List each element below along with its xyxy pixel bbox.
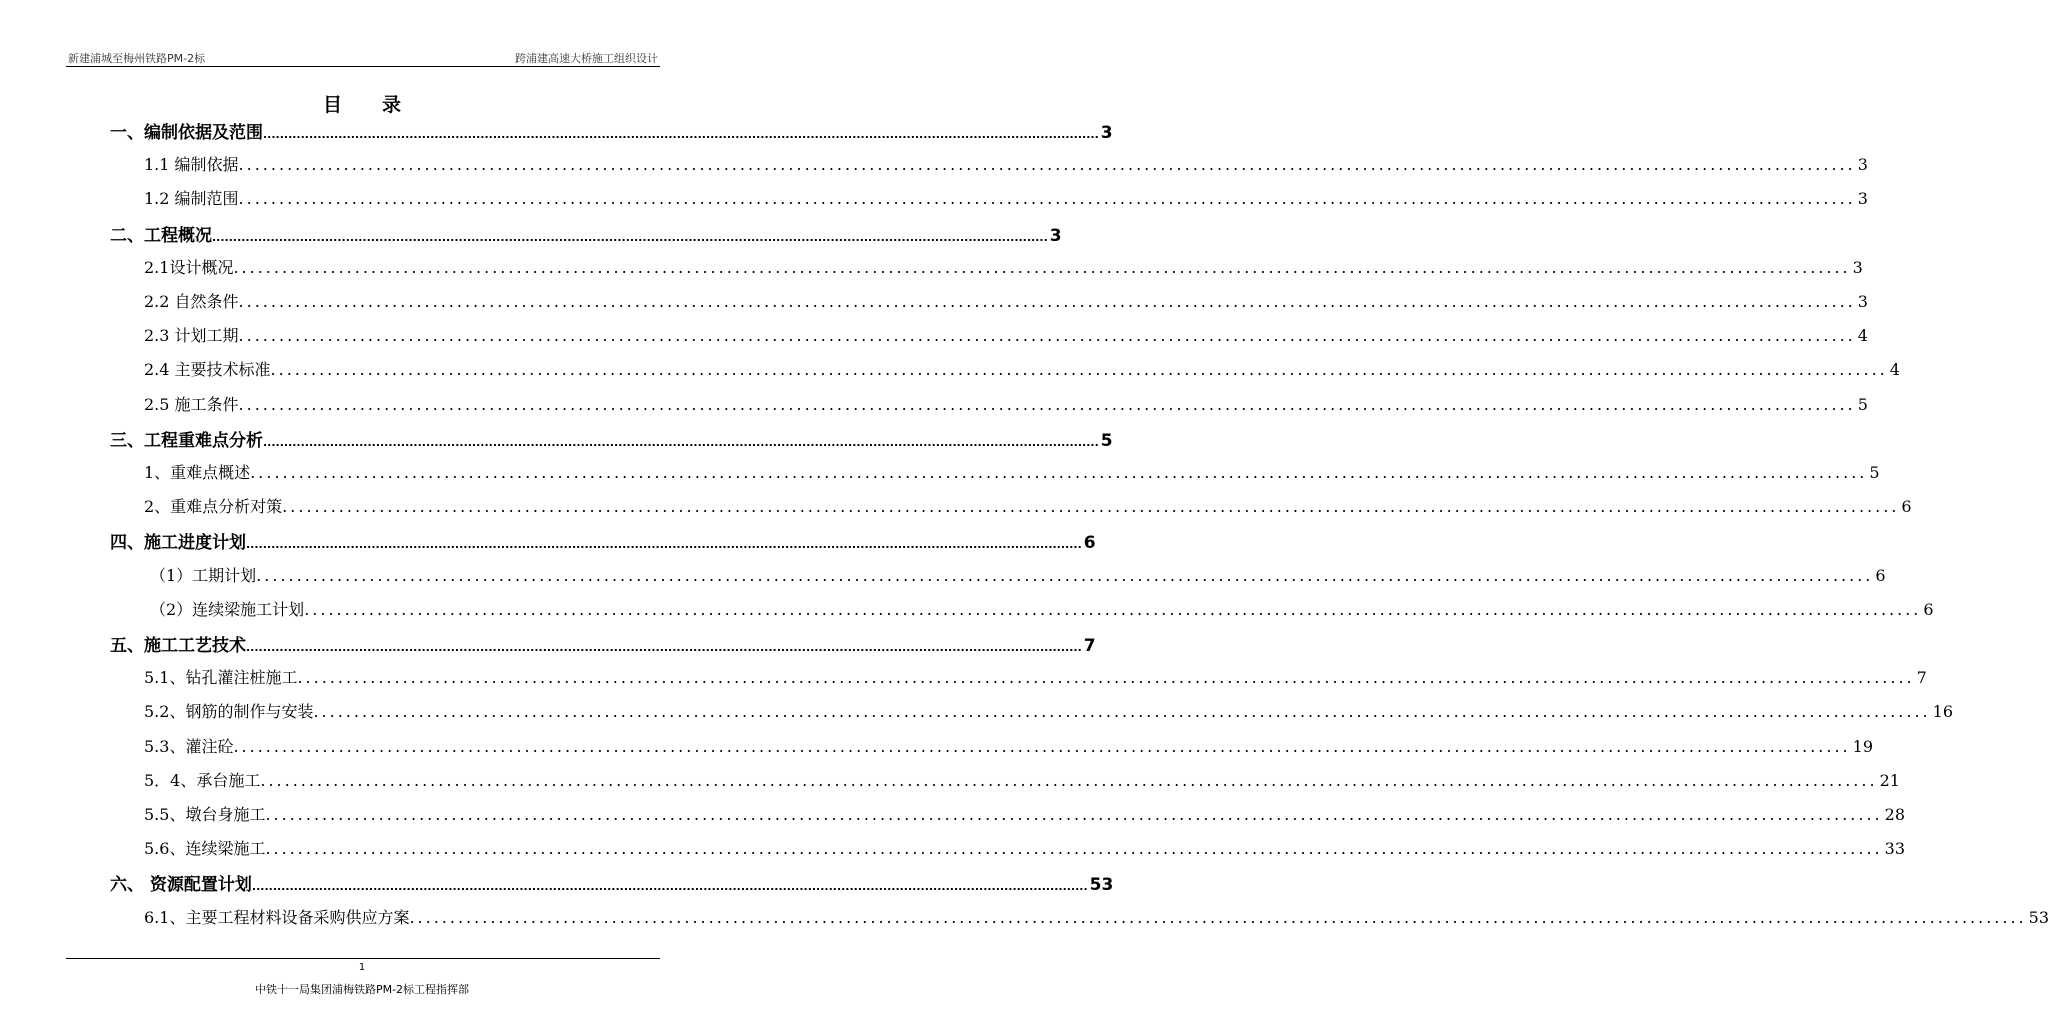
toc-leader-dots: ........................................................................................................................................................................................................ (313, 702, 1931, 722)
toc-chapter-entry[interactable] (110, 426, 1113, 451)
toc-entry-label: 5.6、连续梁施工 (144, 839, 266, 859)
toc-leader-dots: ........................................................................................................................................................................................................ (251, 880, 1088, 894)
toc-section-entry[interactable] (144, 323, 1868, 346)
toc-entry-page: 4 (1857, 326, 1868, 346)
toc-entry-page: 4 (1889, 360, 1900, 380)
toc-entry-label: 5.5、墩台身施工 (144, 805, 266, 824)
toc-leader-dots: ........................................................................................................................................................................................................ (304, 599, 1922, 619)
toc-entry-page: 3 (1857, 155, 1868, 175)
toc-section-entry[interactable] (144, 494, 1912, 517)
toc-section-entry[interactable] (150, 563, 1886, 586)
toc-leader-dots: ........................................................................................................................................................................................................ (233, 257, 1851, 277)
footer-page-number: 1 (358, 962, 366, 973)
toc-entry-label: 2.1设计概况 (144, 257, 234, 277)
toc-leader-dots: ........................................................................................................................................................................................................ (238, 394, 1856, 414)
toc-section-entry[interactable] (144, 392, 1868, 415)
toc-leader-dots: ........................................................................................................................................................................................................ (270, 360, 1888, 380)
toc-entry-label: 五、施工工艺技术 (110, 636, 246, 656)
toc-entry-label: 2.3 计划工期 (144, 326, 239, 346)
toc-entry-label: （2）连续梁施工计划 (150, 599, 305, 619)
toc-entry-page: 21 (1879, 770, 1900, 790)
toc-leader-dots: ........................................................................................................................................................................................................ (282, 497, 1900, 517)
toc-entry-page: 6 (1083, 533, 1096, 554)
toc-leader-dots: ........................................................................................................................................................................................................ (246, 641, 1082, 654)
toc-leader-dots: ........................................................................................................................................................................................................ (246, 538, 1082, 552)
toc-section-entry[interactable] (144, 802, 1905, 825)
toc-entry-page: 3 (1049, 225, 1062, 246)
toc-entry-label: 5.2、钢筋的制作与安装 (144, 702, 314, 722)
page-header (66, 48, 660, 67)
toc-chapter-entry[interactable] (110, 118, 1113, 143)
toc-leader-dots: ........................................................................................................................................................................................................ (256, 565, 1874, 585)
toc-entry-page: 33 (1884, 839, 1905, 859)
toc-entry-label: 一、编制依据及范围 (110, 123, 263, 143)
toc-leader-dots: ........................................................................................................................................................................................................ (265, 805, 1883, 824)
toc-section-entry[interactable] (144, 768, 1900, 791)
toc-leader-dots: ........................................................................................................................................................................................................ (250, 463, 1868, 482)
toc-entry-page: 19 (1852, 736, 1873, 756)
toc-entry-label: 四、施工进度计划 (110, 533, 246, 554)
toc-entry-label: 2.4 主要技术标准 (144, 360, 271, 380)
toc-entry-page: 6 (1875, 565, 1886, 585)
toc-section-entry[interactable] (144, 665, 1927, 688)
toc-entry-page: 5 (1857, 394, 1868, 414)
toc-entry-label: 2.2 自然条件 (144, 292, 239, 311)
toc-entry-page: 53 (1089, 875, 1114, 896)
toc-entry-page: 3 (1857, 292, 1868, 311)
toc-entry-label: 5.1、钻孔灌注桩施工 (144, 668, 298, 688)
toc-entry-label: 1、重难点概述 (144, 463, 251, 482)
toc-leader-dots: ........................................................................................................................................................................................................ (409, 907, 2027, 927)
toc-title: 目录 (322, 94, 441, 116)
toc-entry-page: 6 (1923, 599, 1934, 619)
toc-entry-label: 6.1、主要工程材料设备采购供应方案 (144, 907, 410, 927)
toc-section-entry[interactable] (144, 699, 1953, 722)
toc-entry-label: 2.5 施工条件 (144, 394, 239, 414)
toc-leader-dots: ........................................................................................................................................................................................................ (238, 326, 1856, 346)
toc-entry-label: 二、工程概况 (110, 225, 212, 246)
toc-entry-label: 1.2 编制范围 (144, 189, 239, 209)
toc-entry-label: 1.1 编制依据 (144, 155, 239, 175)
toc-section-entry[interactable] (144, 255, 1863, 278)
toc-leader-dots: ........................................................................................................................................................................................................ (265, 839, 1883, 859)
toc-chapter-entry[interactable] (110, 870, 1114, 896)
toc-section-entry[interactable] (144, 734, 1873, 757)
toc-section-entry[interactable] (150, 597, 1934, 620)
toc-entry-label: 六、 资源配置计划 (110, 875, 252, 896)
toc-section-entry[interactable] (144, 836, 1905, 859)
footer-organization: 中铁十一局集团浦梅铁路PM-2标工程指挥部 (254, 983, 470, 996)
toc-entry-label: 5．4、承台施工 (144, 770, 261, 790)
toc-entry-page: 7 (1083, 636, 1096, 656)
toc-entry-page: 53 (2028, 907, 2049, 927)
toc-entry-page: 3 (1857, 189, 1868, 209)
toc-section-entry[interactable] (144, 460, 1880, 483)
toc-entry-page: 7 (1916, 668, 1927, 688)
toc-entry-page: 3 (1100, 123, 1113, 143)
toc-section-entry[interactable] (144, 289, 1868, 312)
toc-section-entry[interactable] (144, 186, 1868, 209)
toc-chapter-entry[interactable] (110, 631, 1096, 656)
toc-entry-page: 16 (1932, 702, 1953, 722)
toc-leader-dots: ........................................................................................................................................................................................................ (263, 128, 1099, 141)
toc-section-entry[interactable] (144, 152, 1868, 175)
toc-section-entry[interactable] (144, 357, 1900, 380)
toc-leader-dots: ........................................................................................................................................................................................................ (297, 668, 1915, 688)
header-project-name: 新建浦城至梅州铁路PM-2标 (68, 52, 206, 65)
toc-entry-page: 5 (1100, 430, 1113, 451)
toc-leader-dots: ........................................................................................................................................................................................................ (233, 736, 1851, 756)
toc-chapter-entry[interactable] (110, 221, 1062, 246)
toc-leader-dots: ........................................................................................................................................................................................................ (260, 770, 1878, 790)
toc-entry-label: 三、工程重难点分析 (110, 430, 263, 451)
toc-entry-page: 3 (1852, 257, 1863, 277)
toc-leader-dots: ........................................................................................................................................................................................................ (238, 292, 1856, 311)
toc-entry-label: 2、重难点分析对策 (144, 497, 283, 517)
toc-leader-dots: ........................................................................................................................................................................................................ (263, 435, 1099, 449)
toc-entry-page: 6 (1901, 497, 1912, 517)
toc-leader-dots: ........................................................................................................................................................................................................ (212, 230, 1048, 244)
toc-chapter-entry[interactable] (110, 528, 1096, 554)
toc-entry-page: 5 (1869, 463, 1880, 482)
toc-leader-dots: ........................................................................................................................................................................................................ (238, 155, 1856, 175)
toc-entry-page: 28 (1884, 805, 1905, 824)
toc-entry-label: 5.3、灌注砼 (144, 736, 234, 756)
footer-divider (66, 958, 660, 959)
toc-section-entry[interactable] (144, 905, 2049, 928)
header-document-name: 跨浦建高速大桥施工组织设计 (515, 52, 658, 65)
toc-entry-label: （1）工期计划 (150, 565, 257, 585)
toc-leader-dots: ........................................................................................................................................................................................................ (238, 189, 1856, 209)
